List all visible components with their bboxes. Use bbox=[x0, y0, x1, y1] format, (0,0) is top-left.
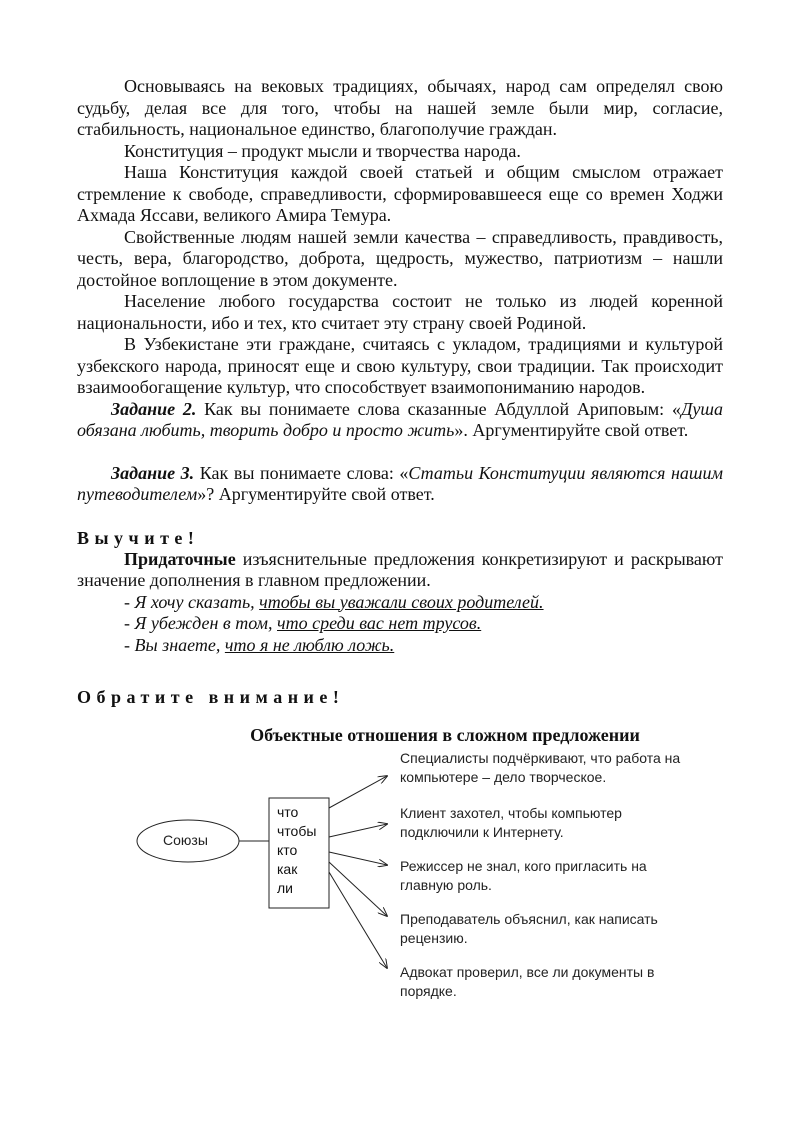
conjunction-item: ли bbox=[277, 880, 293, 896]
diagram-title: Объектные отношения в сложном предложении bbox=[250, 725, 640, 745]
task-2-text: Как вы понимаете слова сказанные Абдуллой Ариповым: « bbox=[196, 398, 681, 419]
paragraph: Население любого государства состоит не только из людей коренной национальности, ибо и тех, кто считает эту страну своей Родиной. bbox=[77, 291, 723, 333]
body-text bbox=[77, 76, 723, 708]
example-sentence bbox=[77, 613, 723, 635]
task-2-quote: Душа обязана любить, творить добро и просто жить bbox=[77, 398, 723, 440]
task-3-text: Как вы понимаете слова: « bbox=[194, 462, 409, 483]
paragraph: Основываясь на вековых традициях, обычаях, народ сам определял свою судьбу, делая все для того, чтобы на нашей земле были мир, согласие, стабильность, национальное единство, благополучие граждан. bbox=[77, 76, 723, 139]
conjunction-item: кто bbox=[277, 842, 298, 858]
arrow bbox=[329, 824, 387, 837]
conjunction-list bbox=[277, 803, 333, 898]
learn-rule bbox=[77, 549, 723, 592]
arrow bbox=[329, 852, 387, 865]
diagram-example: Преподаватель объяснил, как написать рецензию. bbox=[400, 911, 658, 946]
diagram-example: Адвокат проверил, все ли документы в порядке. bbox=[400, 964, 655, 999]
task-2-text-end: ». Аргументируйте свой ответ. bbox=[454, 420, 689, 440]
conjunction-item: как bbox=[277, 861, 298, 877]
example-sentence bbox=[77, 592, 723, 614]
example-subordinate-clause: чтобы вы уважали своих родителей. bbox=[259, 591, 544, 612]
root-label: Союзы bbox=[163, 832, 208, 848]
learn-term: Придаточные bbox=[124, 548, 236, 569]
task-3 bbox=[77, 463, 723, 506]
paragraph: Наша Конституция каждой своей статьей и общим смыслом отражает стремление к свободе, справедливости, сформировавшееся еще со времен Ходжи Ахмада Яссави, великого Амира Темура. bbox=[77, 162, 723, 225]
example-subordinate-clause: что я не люблю ложь. bbox=[224, 634, 395, 655]
example-subordinate-clause: что среди вас нет трусов. bbox=[277, 613, 482, 633]
learn-definition: изъяснительные предложения конкретизируют и раскрывают значение дополнения в главном предложении. bbox=[77, 548, 723, 590]
diagram-example: Специалисты подчёркивают, что работа на компьютере – дело творческое. bbox=[400, 750, 681, 785]
task-3-text-end: »? Аргументируйте свой ответ. bbox=[197, 484, 435, 504]
task-3-quote: Статьи Конституции являются нашим путеводителем bbox=[77, 462, 723, 504]
paragraph: Свойственные людям нашей земли качества – справедливость, правдивость, честь, вера, благородство, доброта, щедрость, мужество, патриотизм – нашли достойное воплощение в этом документе. bbox=[77, 226, 723, 290]
task-2-label: Задание 2. bbox=[111, 398, 197, 419]
conjunction-item: что bbox=[277, 804, 299, 820]
example-main-clause: - Вы знаете, bbox=[124, 634, 225, 655]
task-2 bbox=[77, 399, 723, 442]
arrow bbox=[329, 872, 387, 968]
paragraph: В Узбекистане эти граждане, считаясь с укладом, традициями и культурой узбекского народа, приносят еще и свою культуру, свои традиции. Так происходит взаимообогащение культур, что способствует взаимопониманию народов. bbox=[77, 334, 723, 397]
conjunction-item: чтобы bbox=[277, 823, 317, 839]
attention-heading: Обратите внимание! bbox=[77, 687, 345, 707]
task-3-label: Задание 3. bbox=[111, 462, 195, 483]
learn-heading: Выучите! bbox=[77, 527, 200, 548]
arrow bbox=[329, 862, 387, 916]
diagram-example: Режиссер не знал, кого пригласить на главную роль. bbox=[400, 858, 647, 893]
arrow bbox=[329, 776, 387, 808]
paragraph: Конституция – продукт мысли и творчества народа. bbox=[124, 140, 521, 161]
diagram-example: Клиент захотел, чтобы компьютер подключили к Интернету. bbox=[400, 805, 622, 840]
example-main-clause: - Я хочу сказать, bbox=[124, 591, 260, 612]
example-sentence bbox=[77, 635, 723, 657]
example-main-clause: - Я убежден в том, bbox=[124, 613, 278, 633]
conjunctions-diagram bbox=[77, 724, 723, 1024]
